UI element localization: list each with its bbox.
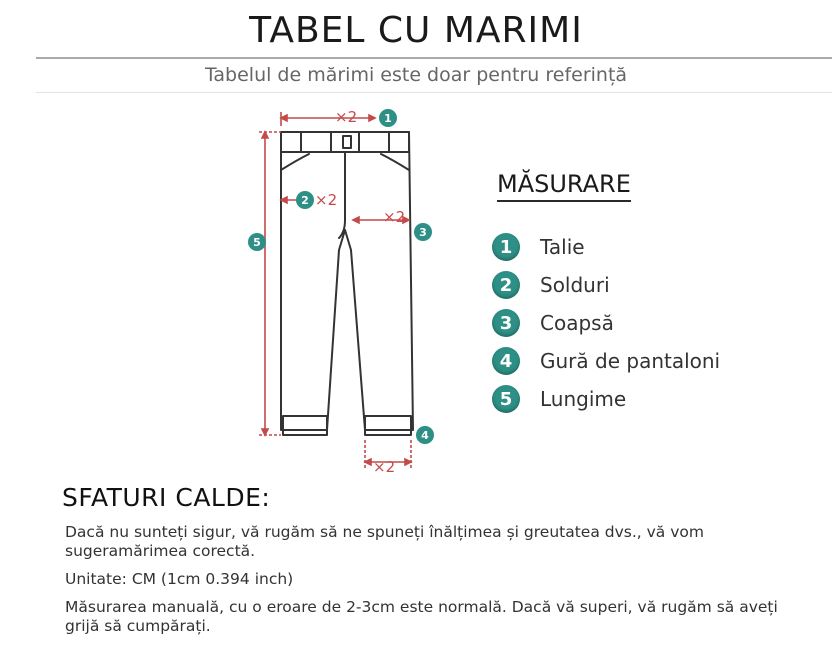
subtitle-divider	[36, 92, 832, 93]
waist-label: ×2	[335, 108, 358, 126]
legend-label: Lungime	[540, 387, 627, 411]
title-divider	[36, 57, 832, 59]
legend-item-thigh	[492, 304, 720, 342]
legend-number-icon: 4	[492, 347, 520, 375]
legend-item-length	[492, 380, 720, 418]
page-title: TABEL CU MARIMI	[249, 10, 583, 51]
pants-outline	[281, 132, 413, 430]
measurement-title: MĂSURARE	[497, 170, 631, 202]
hem-label: ×2	[373, 458, 396, 476]
legend-number-icon: 5	[492, 385, 520, 413]
pants-diagram	[235, 100, 445, 480]
measurement-legend	[492, 228, 720, 418]
marker-2-label: 2	[301, 194, 309, 207]
legend-number-icon: 1	[492, 233, 520, 261]
tip-text: Unitate: CM (1cm 0.394 inch)	[65, 570, 294, 588]
tip-text: Măsurarea manuală, cu o eroare de 2-3cm este normală. Dacă vă superi, vă rugăm să aveți grijă să cumpărați.	[65, 598, 778, 635]
legend-label: Solduri	[540, 273, 610, 297]
left-cuff	[283, 416, 327, 435]
legend-label: Coapsă	[540, 311, 614, 335]
legend-item-hips	[492, 266, 720, 304]
legend-label: Talie	[540, 235, 585, 259]
legend-number-icon: 3	[492, 309, 520, 337]
tip-text: Dacă nu sunteți sigur, vă rugăm să ne spuneți înălțimea și greutatea dvs., vă vom sugeramărimea corectă.	[65, 523, 704, 560]
hip-label: ×2	[315, 191, 338, 209]
legend-number-icon: 2	[492, 271, 520, 299]
legend-item-hem	[492, 342, 720, 380]
marker-1-label: 1	[384, 112, 392, 125]
legend-label: Gură de pantaloni	[540, 349, 721, 373]
right-cuff	[365, 416, 411, 435]
thigh-label: ×2	[383, 208, 406, 226]
marker-5-label: 5	[253, 236, 261, 249]
marker-4-label: 4	[421, 429, 429, 442]
marker-3-label: 3	[419, 226, 427, 239]
page-subtitle: Tabelul de mărimi este doar pentru referință	[204, 64, 628, 86]
legend-item-waist	[492, 228, 720, 266]
tips-title: SFATURI CALDE:	[62, 483, 271, 512]
tips-section	[65, 523, 805, 645]
